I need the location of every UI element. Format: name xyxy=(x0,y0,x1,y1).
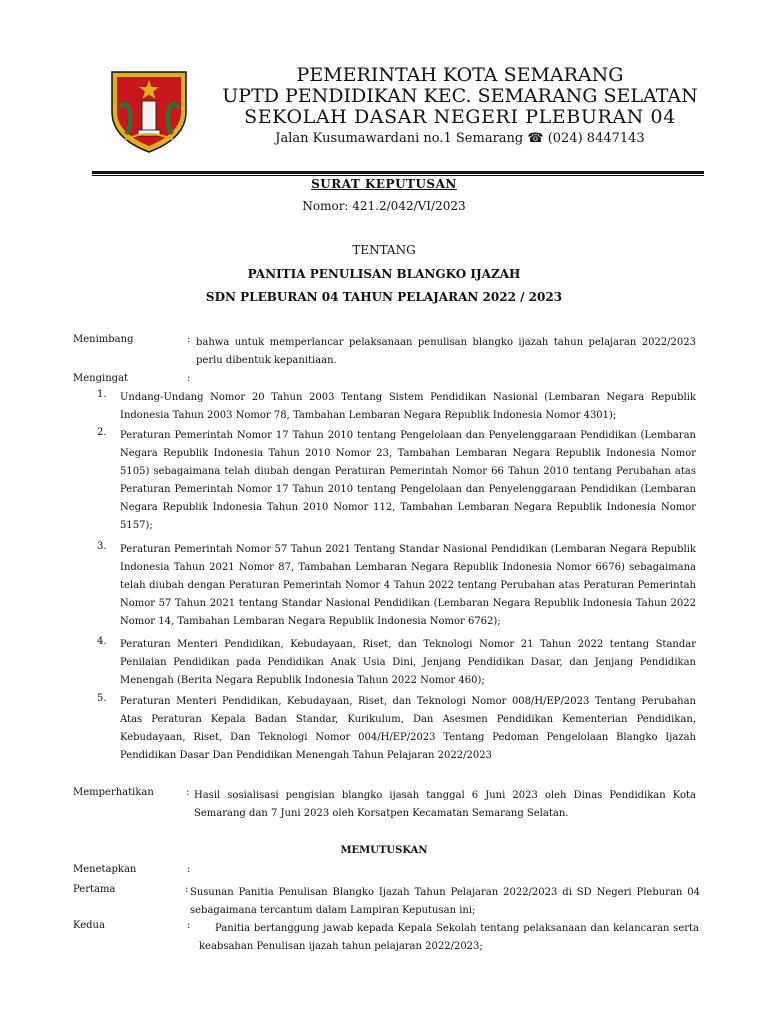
menimbang-colon: : xyxy=(187,334,191,345)
mengingat-item-text: Peraturan Pemerintah Nomor 17 Tahun 2010 tentang Pengelolaan dan Penyelenggaraan Pendidikan (Lembaran Negara Republik Indonesia Tahun 2010 Nomor 23, Tambahan Lembaran Negara Republik Indonesia Nomor 5105) sebagaimana telah diubah dengan Peraturan Pemerintah Nomor 66 Tahun 2010 tentang Perubahan atas Peraturan Pemerintah Nomor 17 Tahun 2010 tentang Pengelolaan dan Penyelenggaraan Pendidikan (Lembaran Negara Republik Indonesia Tahun 2010 Nomor 112, Tambahan Lembaran Negara Republik Indonesia Nomor 5157); xyxy=(120,430,696,531)
decision-heading: MEMUTUSKAN xyxy=(340,845,428,856)
letterhead-office: UPTD PENDIDIKAN KEC. SEMARANG SELATAN xyxy=(222,85,698,107)
menimbang-text: bahwa untuk memperlancar pelaksanaan penulisan blangko ijazah tahun pelajaran 2022/2023 perlu dibentuk kepanitiaan. xyxy=(196,337,696,366)
address-text: Jalan Kusumawardani no.1 Semarang xyxy=(275,131,524,146)
kedua-label: Kedua xyxy=(73,920,105,931)
mengingat-item-text: Peraturan Pemerintah Nomor 57 Tahun 2021 Tentang Standar Nasional Pendidikan (Lembaran Negara Republik Indonesia Tahun 2021 Nomor 87, Tambahan Lembaran Negara Republik Indonesia Nomor 6676) sebagaimana telah diubah dengan Peraturan Pemerintah Nomor 4 Tahun 2022 tentang Perubahan atas Peraturan Pemerintah Nomor 57 Tahun 2021 tentang Standar Nasional Pendidikan (Lembaran Negara Republik Indonesia Tahun 2022 Nomor 14, Tambahan Lembaran Negara Republik Indonesia Nomor 6762); xyxy=(120,544,696,627)
memperhatikan-label: Memperhatikan xyxy=(73,787,154,798)
document-subject-line2: SDN PLEBURAN 04 TAHUN PELAJARAN 2022 / 2023 xyxy=(205,290,563,304)
phone-number: (024) 8447143 xyxy=(547,131,645,146)
mengingat-item-number: 5. xyxy=(97,693,107,704)
pertama-text-body: Susunan Panitia Penulisan Blangko Ijazah Tahun Pelajaran 2022/2023 di SD Negeri Pleburan 04 sebagaimana tercantum dalam Lampiran Keputusan ini; xyxy=(190,887,700,916)
document-about: TENTANG xyxy=(352,243,416,257)
mengingat-colon: : xyxy=(187,373,191,384)
menetapkan-label: Menetapkan xyxy=(73,864,137,875)
document-number: Nomor: 421.2/042/VI/2023 xyxy=(302,199,466,213)
city-emblem-logo xyxy=(106,68,192,154)
kedua-text: Panitia bertanggung jawab kepada Kepala Sekolah tentang pelaksanaan dan kelancaran serta keabsahan Penulisan ijazah tahun pelajaran 2022/2023; xyxy=(199,923,699,952)
memperhatikan-colon: : xyxy=(186,787,190,798)
mengingat-item-number: 3. xyxy=(97,541,107,552)
letterhead-divider-thick xyxy=(92,171,704,174)
phone-icon: ☎ xyxy=(527,131,544,146)
memperhatikan-text: Hasil sosialisasi pengisian blangko ijasah tanggal 6 Juni 2023 oleh Dinas Pendidikan Kota Semarang dan 7 Juni 2023 oleh Korsatpen Kecamatan Semarang Selatan. xyxy=(194,790,696,819)
letterhead-school: SEKOLAH DASAR NEGERI PLEBURAN 04 xyxy=(244,106,676,128)
mengingat-item-number: 2. xyxy=(97,427,107,438)
kedua-colon: : xyxy=(187,920,191,931)
menimbang-label: Menimbang xyxy=(73,334,134,345)
mengingat-item-number: 1. xyxy=(97,389,107,400)
pertama-label: Pertama xyxy=(73,884,116,895)
pertama-colon: : xyxy=(185,884,189,895)
mengingat-item-text: Undang-Undang Nomor 20 Tahun 2003 Tentang Sistem Pendidikan Nasional (Lembaran Negara Republik Indonesia Tahun 2003 Nomor 78, Tambahan Lembaran Negara Republik Indonesia Nomor 4301); xyxy=(120,392,696,421)
letterhead-government: PEMERINTAH KOTA SEMARANG xyxy=(296,64,624,86)
letterhead-divider-thin xyxy=(92,175,704,176)
mengingat-item-text: Peraturan Menteri Pendidikan, Kebudayaan, Riset, dan Teknologi Nomor 008/H/EP/2023 Tentang Perubahan Atas Peraturan Kepala Badan Standar, Kurikulum, Dan Asesmen Pendidikan Kementerian Pendidikan, Kebudayaan, Riset, Dan Teknologi Nomor 004/H/EP/2023 Tentang Pedoman Pengelolaan Blangko Ijazah Pendidikan Dasar Dan Pendidikan Menengah Tahun Pelajaran 2022/2023 xyxy=(120,696,696,761)
pertama-text xyxy=(190,884,700,920)
document-title: SURAT KEPUTUSAN xyxy=(311,177,457,191)
mengingat-item-number: 4. xyxy=(97,636,107,647)
mengingat-label: Mengingat xyxy=(73,373,129,384)
letterhead-address-line xyxy=(200,132,720,145)
mengingat-item-text: Peraturan Menteri Pendidikan, Kebudayaan, Riset, dan Teknologi Nomor 21 Tahun 2022 tentang Standar Penilaian Pendidikan pada Pendidikan Anak Usia Dini, Jenjang Pendidikan Dasar, dan Jenjang Pendidikan Menengah (Berita Negara Republik Indonesia Tahun 2022 Nomor 460); xyxy=(120,639,696,686)
document-subject-line1: PANITIA PENULISAN BLANGKO IJAZAH xyxy=(247,267,521,281)
menetapkan-colon: : xyxy=(187,864,191,875)
